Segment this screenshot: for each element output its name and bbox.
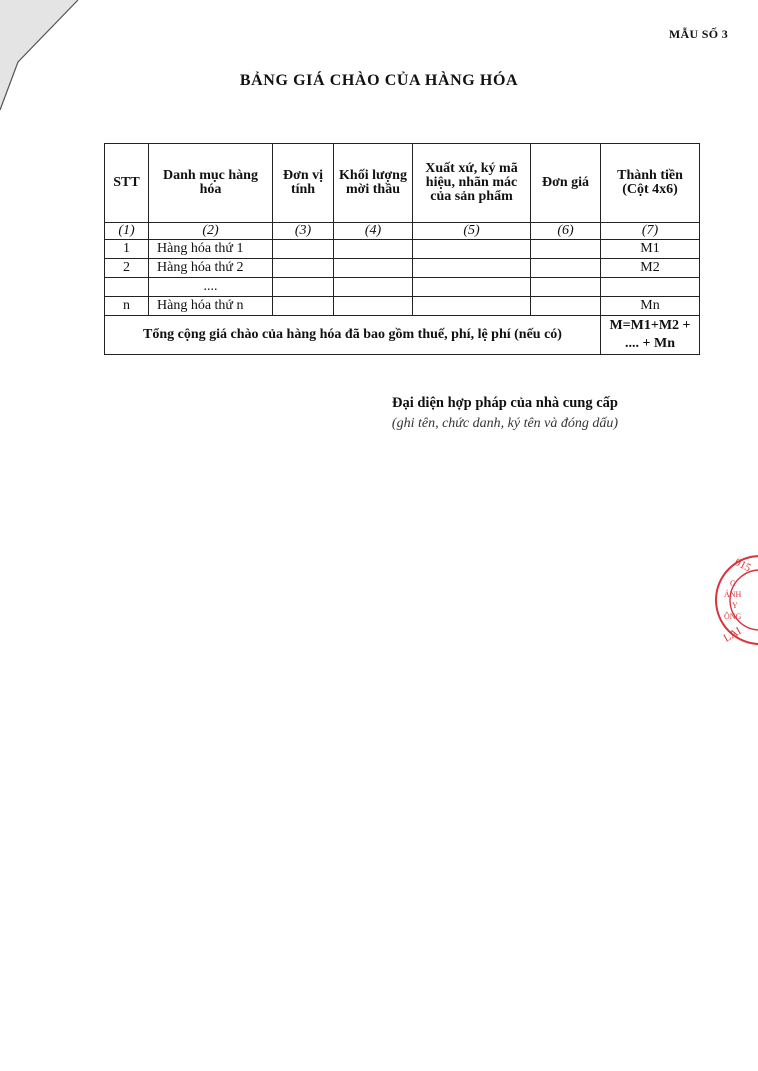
column-number: (4) xyxy=(334,223,413,240)
column-number: (5) xyxy=(413,223,531,240)
header-quantity: Khối lượng mời thầu xyxy=(334,144,413,223)
row-amount xyxy=(601,278,700,297)
total-label: Tổng cộng giá chào của hàng hóa đã bao gồm thuế, phí, lệ phí (nếu có) xyxy=(105,316,601,355)
table-row xyxy=(105,297,700,316)
row-origin xyxy=(413,259,531,278)
seal-text: Y xyxy=(732,601,738,610)
table-row xyxy=(105,278,700,297)
table-header-row xyxy=(105,144,700,223)
signature-title: Đại diện hợp pháp của nhà cung cấp xyxy=(391,395,618,411)
red-seal-stamp xyxy=(712,548,758,658)
row-unit xyxy=(273,240,334,259)
row-origin xyxy=(413,278,531,297)
row-quantity xyxy=(334,297,413,316)
row-stt: 2 xyxy=(105,259,149,278)
row-unit-price xyxy=(531,297,601,316)
row-origin xyxy=(413,240,531,259)
row-ellipsis: .... xyxy=(149,278,273,297)
header-stt: STT xyxy=(105,144,149,223)
header-unit-price: Đơn giá xyxy=(531,144,601,223)
seal-text: G xyxy=(730,579,736,588)
header-item-list: Danh mục hàng hóa xyxy=(149,144,273,223)
row-item-name: Hàng hóa thứ 1 xyxy=(149,240,273,259)
column-number: (1) xyxy=(105,223,149,240)
row-stt: 1 xyxy=(105,240,149,259)
seal-text: LAI xyxy=(721,625,744,645)
signature-note: (ghi tên, chức danh, ký tên và đóng dấu) xyxy=(391,416,619,431)
header-origin: Xuất xứ, ký mã hiệu, nhãn mác của sản phẩm xyxy=(413,144,531,223)
row-quantity xyxy=(334,278,413,297)
document-title: BẢNG GIÁ CHÀO CỦA HÀNG HÓA xyxy=(239,72,519,89)
row-quantity xyxy=(334,240,413,259)
row-amount: M2 xyxy=(601,259,700,278)
seal-text: ỘNG xyxy=(724,612,742,621)
total-row xyxy=(105,316,700,355)
column-number: (3) xyxy=(273,223,334,240)
form-code: MẪU SỐ 3 xyxy=(668,27,728,41)
row-stt xyxy=(105,278,149,297)
seal-text: ÁNH xyxy=(724,590,742,599)
row-unit xyxy=(273,259,334,278)
table-row xyxy=(105,240,700,259)
row-amount: M1 xyxy=(601,240,700,259)
column-number-row xyxy=(105,223,700,240)
column-number: (2) xyxy=(149,223,273,240)
scan-fold-shadow xyxy=(0,0,90,120)
table-row xyxy=(105,259,700,278)
header-total: Thành tiền (Cột 4x6) xyxy=(601,144,700,223)
row-item-name: Hàng hóa thứ n xyxy=(149,297,273,316)
total-value: M=M1+M2 + .... + Mn xyxy=(601,316,700,355)
row-unit-price xyxy=(531,259,601,278)
column-number: (7) xyxy=(601,223,700,240)
row-item-name: Hàng hóa thứ 2 xyxy=(149,259,273,278)
row-quantity xyxy=(334,259,413,278)
row-unit xyxy=(273,297,334,316)
row-amount: Mn xyxy=(601,297,700,316)
column-number: (6) xyxy=(531,223,601,240)
header-unit: Đơn vị tính xyxy=(273,144,334,223)
price-table xyxy=(104,143,700,355)
row-unit-price xyxy=(531,278,601,297)
row-origin xyxy=(413,297,531,316)
row-unit xyxy=(273,278,334,297)
row-unit-price xyxy=(531,240,601,259)
row-stt: n xyxy=(105,297,149,316)
seal-text: 015 xyxy=(732,556,753,575)
